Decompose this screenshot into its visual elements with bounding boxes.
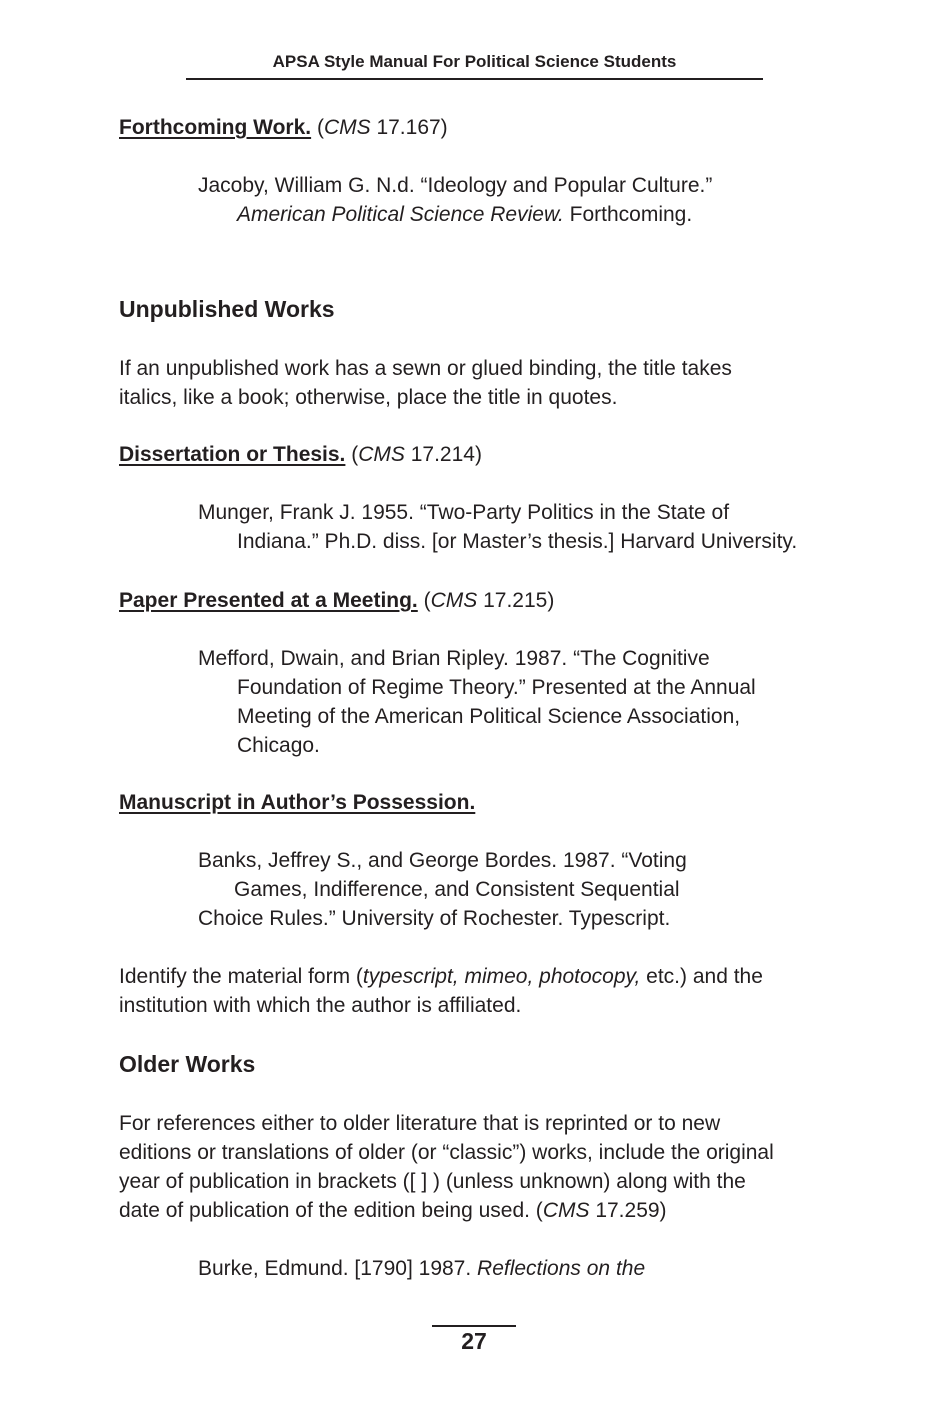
note-line: institution with which the author is affiliated. [119, 994, 522, 1017]
footer-rule [432, 1325, 516, 1327]
unpublished-body [119, 354, 839, 412]
reference-line: Chicago. [237, 734, 320, 757]
reference-line: Mefford, Dwain, and Brian Ripley. 1987. “The Cognitive [198, 647, 710, 670]
meeting-cite-cms: CMS [430, 589, 478, 612]
journal-title: American Political Science Review. [237, 203, 564, 226]
reference-line: Choice Rules.” University of Rochester. Typescript. [198, 907, 671, 930]
dissertation-cite-suffix: 17.214) [404, 443, 482, 466]
book-title: Reflections on the [477, 1257, 646, 1280]
body-line: italics, like a book; otherwise, place the title in quotes. [119, 386, 618, 409]
dissertation-label-line [119, 440, 839, 469]
note-text: etc.) and the [640, 965, 763, 988]
forthcoming-reference [198, 171, 838, 229]
body-text: 17.259) [589, 1199, 667, 1222]
reference-line: Meeting of the American Political Science Association, [237, 705, 741, 728]
dissertation-cite-prefix: ( [345, 443, 359, 466]
manuscript-label: Manuscript in Author’s Possession. [119, 791, 476, 814]
reference-line: Games, Indifference, and Consistent Sequential [234, 878, 680, 901]
body-line: For references either to older literature that is reprinted or to new [119, 1112, 721, 1135]
reference-line: Banks, Jeffrey S., and George Bordes. 1987. “Voting [198, 849, 687, 872]
older-body [119, 1109, 859, 1225]
forthcoming-label: Forthcoming Work. [119, 116, 312, 139]
reference-author: Burke, Edmund. [1790] 1987. [198, 1257, 478, 1280]
dissertation-reference [198, 498, 878, 556]
header-rule [186, 78, 763, 80]
note-text: Identify the material form ( [119, 965, 363, 988]
manuscript-note [119, 962, 839, 1020]
forthcoming-label-line [119, 113, 839, 142]
body-line: year of publication in brackets ([ ] ) (unless unknown) along with the [119, 1170, 746, 1193]
dissertation-cite-cms: CMS [358, 443, 405, 466]
meeting-cite-suffix: 17.215) [477, 589, 555, 612]
manuscript-label-line [119, 788, 839, 817]
reference-line: Indiana.” Ph.D. diss. [or Master’s thesis.] Harvard University. [237, 530, 798, 553]
body-line [119, 1196, 859, 1225]
note-material-forms: typescript, mimeo, photocopy, [362, 965, 641, 988]
cms-cite: CMS [542, 1199, 590, 1222]
dissertation-label: Dissertation or Thesis. [119, 443, 346, 466]
body-line: If an unpublished work has a sewn or glued binding, the title takes [119, 357, 732, 380]
manuscript-reference [198, 846, 838, 933]
reference-line: Foundation of Regime Theory.” Presented at the Annual [237, 676, 756, 699]
reference-line [198, 200, 838, 229]
body-line: editions or translations of older (or “classic”) works, include the original [119, 1141, 774, 1164]
meeting-label: Paper Presented at a Meeting. [119, 589, 418, 612]
older-reference [198, 1254, 838, 1283]
meeting-reference [198, 644, 838, 760]
meeting-label-line [119, 586, 839, 615]
body-text: date of publication of the edition being used. ( [119, 1199, 543, 1222]
reference-line: Munger, Frank J. 1955. “Two-Party Politics in the State of [198, 501, 730, 524]
forthcoming-cite-cms: CMS [323, 116, 371, 139]
reference-line [198, 1254, 838, 1283]
reference-status: Forthcoming. [563, 203, 693, 226]
note-line [119, 962, 839, 991]
running-header: APSA Style Manual For Political Science Students [272, 52, 677, 71]
forthcoming-cite-suffix: 17.167) [370, 116, 448, 139]
forthcoming-cite-prefix: ( [311, 116, 324, 139]
older-heading: Older Works [119, 1051, 256, 1077]
unpublished-heading: Unpublished Works [119, 296, 335, 322]
reference-line: Jacoby, William G. N.d. “Ideology and Popular Culture.” [198, 174, 713, 197]
meeting-cite-prefix: ( [417, 589, 431, 612]
page-number: 27 [461, 1328, 487, 1354]
